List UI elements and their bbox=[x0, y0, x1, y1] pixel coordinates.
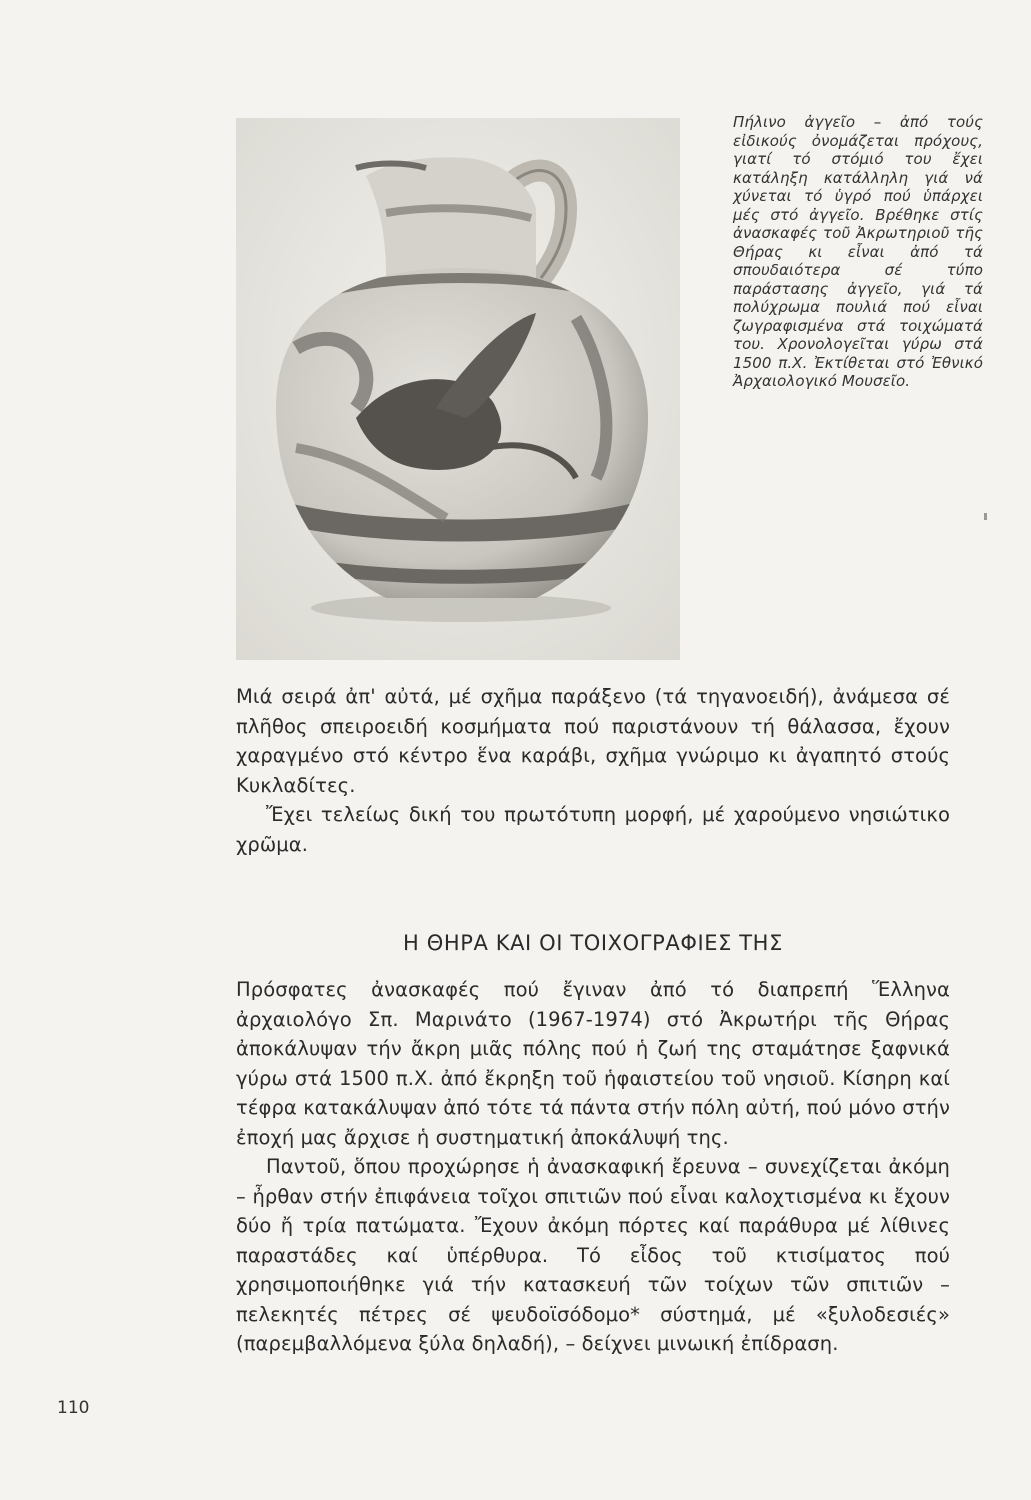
caption-text: Πήλινο ἀγγεῖο – ἀπό τούς εἰδικούς ὀνομάζεται πρόχους, γιατί τό στόμιό του ἔχει κατάληξη κατάλληλη γιά νά χύνεται τό ὑγρό πού ὑπάρχει μές στό ἀγγεῖο. Βρέθηκε στίς ἀνασκαφές τοῦ Ἀκρωτηριοῦ τῆς Θήρας κι εἶναι ἀπό τά σπουδαιότερα σέ τύπο παράστασης ἀγγεῖο, γιά τά πολύχρωμα πουλιά πού εἶναι ζωγραφισμένα στά τοιχώματά του. Χρονολογεῖται γύρω στά 1500 π.Χ. Ἐκτίθεται στό Ἐθνικό Ἀρχαιολογικό Μουσεῖο. bbox=[733, 113, 983, 390]
section-2-text bbox=[236, 975, 950, 1359]
stray-mark bbox=[984, 513, 987, 520]
paragraph: Πρόσφατες ἀνασκαφές πού ἔγιναν ἀπό τό διαπρεπή Ἕλληνα ἀρχαιολόγο Σπ. Μαρινάτο (1967-1974) στό Ἀκρωτήρι τῆς Θήρας ἀποκάλυψαν τήν ἄκρη μιᾶς πόλης πού ἡ ζωή της σταμάτησε ξαφνικά γύρω στά 1500 π.Χ. ἀπό ἔκρηξη τοῦ ἡφαιστείου τοῦ νησιοῦ. Κίσηρη καί τέφρα κατακάλυψαν ἀπό τότε τά πάντα στήν πόλη αὐτή, πού μόνο στήν ἐποχή μας ἄρχισε ἡ συστηματική ἀποκάλυψή της. bbox=[236, 978, 950, 1149]
paragraph: Μιά σειρά ἀπ' αὐτά, μέ σχῆμα παράξενο (τά τηγανοειδή), ἀνάμεσα σέ πλῆθος σπειροειδή κοσμήματα πού παριστάνουν τή θάλασσα, ἔχουν χαραγμένο στό κέντρο ἕνα καράβι, σχῆμα γνώριμο κι ἀγαπητό στούς Κυκλαδίτες. bbox=[236, 685, 950, 797]
vase-photo bbox=[236, 118, 680, 660]
figure-caption bbox=[733, 113, 983, 391]
paragraph: Παντοῦ, ὅπου προχώρησε ἡ ἀνασκαφική ἔρευνα – συνεχίζεται ἀκόμη – ἦρθαν στήν ἐπιφάνεια τοῖχοι σπιτιῶν πού εἶναι καλοχτισμένα κι ἔχουν δύο ἤ τρία πατώματα. Ἔχουν ἀκόμη πόρτες καί παράθυρα μέ λίθινες παραστάδες καί ὑπέρθυρα. Τό εἶδος τοῦ κτισίματος πού χρησιμοποιήθηκε γιά τήν κατασκευή τῶν τοίχων τῶν σπιτιῶν – πελεκητές πέτρες σέ ψευδοϊσόδομο* σύστημά, μέ «ξυλοδεσιές» (παρεμβαλλόμενα ξύλα δηλαδή), – δείχνει μινωική ἐπίδραση. bbox=[236, 1155, 950, 1355]
vase-illustration bbox=[236, 118, 680, 660]
section-heading: Η ΘΗΡΑ ΚΑΙ ΟΙ ΤΟΙΧΟΓΡΑΦΙΕΣ ΤΗΣ bbox=[403, 931, 783, 955]
section-1-text bbox=[236, 682, 950, 859]
paragraph: Ἔχει τελείως δική του πρωτότυπη μορφή, μέ χαρούμενο νησιώτικο χρῶμα. bbox=[236, 803, 950, 856]
page-number: 110 bbox=[57, 1398, 90, 1418]
